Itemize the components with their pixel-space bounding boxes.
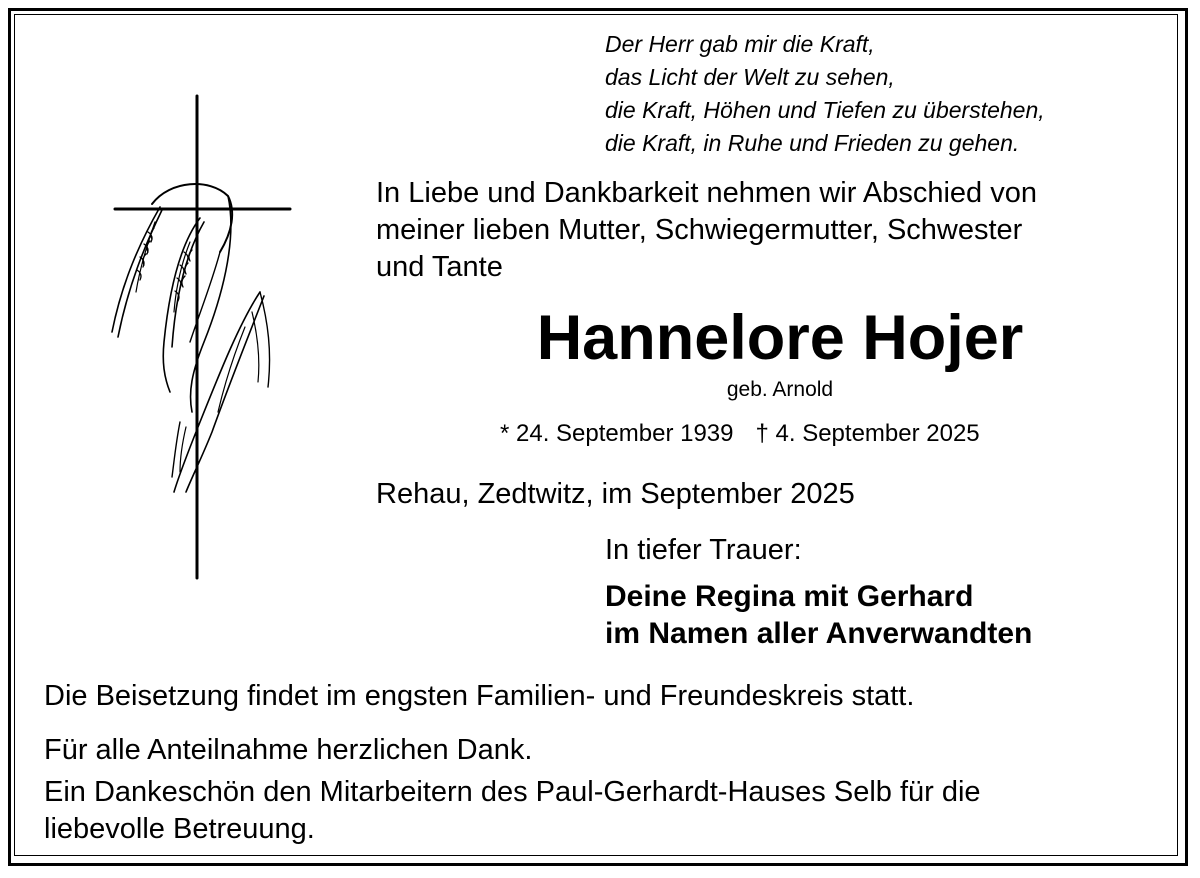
mourners-list <box>605 578 1032 652</box>
place-and-date: Rehau, Zedtwitz, im September 2025 <box>376 478 855 510</box>
mourner-line: im Namen aller Anverwandten <box>605 617 1033 650</box>
maiden-name: geb. Arnold <box>726 378 834 401</box>
thanks-note: Für alle Anteilnahme herzlichen Dank. <box>44 734 533 766</box>
burial-note: Die Beisetzung findet im engsten Familien- und Freundeskreis statt. <box>44 680 915 712</box>
special-thanks-line: liebevolle Betreuung. <box>44 813 315 845</box>
poem-line: die Kraft, Höhen und Tiefen zu überstehen, <box>605 97 1045 123</box>
intro-line: meiner lieben Mutter, Schwiegermutter, Schwester <box>376 214 1023 246</box>
poem-line: Der Herr gab mir die Kraft, <box>605 31 875 57</box>
poem-line: das Licht der Welt zu sehen, <box>605 64 895 90</box>
memorial-poem <box>605 28 1045 160</box>
intro-line: und Tante <box>376 251 503 283</box>
poem-line: die Kraft, in Ruhe und Frieden zu gehen. <box>605 130 1020 156</box>
deceased-name: Hannelore Hojer <box>536 303 1024 373</box>
mourning-label: In tiefer Trauer: <box>605 534 802 566</box>
special-thanks-line: Ein Dankeschön den Mitarbeitern des Paul-Gerhardt-Hauses Selb für die <box>44 776 981 808</box>
mourner-line: Deine Regina mit Gerhard <box>605 580 974 613</box>
cross-with-wheat-icon <box>100 92 300 582</box>
birth-date: * 24. September 1939 <box>500 420 734 447</box>
farewell-intro <box>376 175 1037 286</box>
death-date: † 4. September 2025 <box>755 420 980 447</box>
intro-line: In Liebe und Dankbarkeit nehmen wir Abschied von <box>376 177 1037 209</box>
life-dates <box>500 419 980 449</box>
closing-notes <box>44 678 981 848</box>
